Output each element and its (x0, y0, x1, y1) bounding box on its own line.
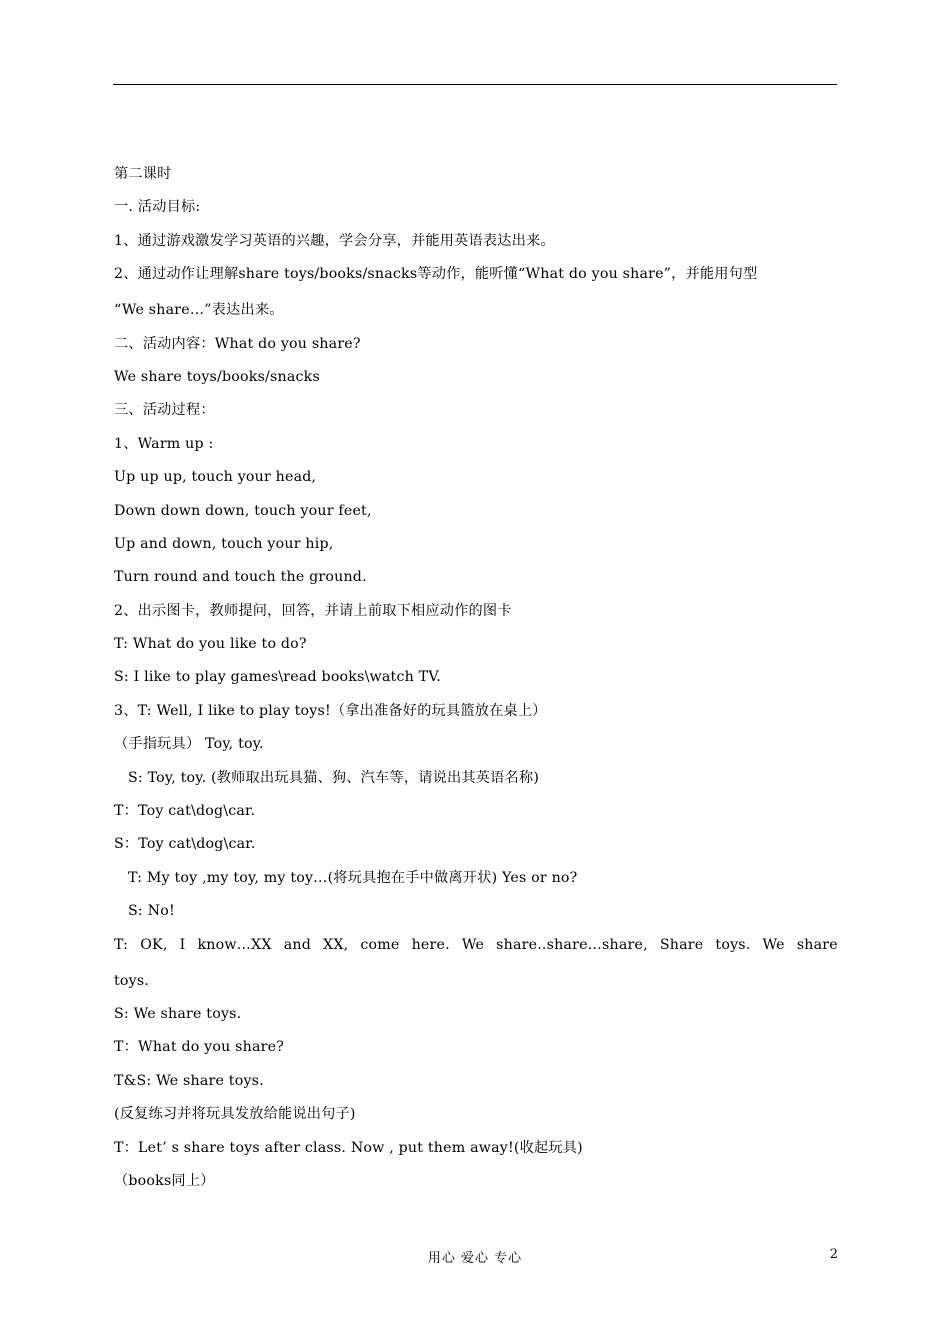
dialogue-line: S: No! (128, 903, 175, 920)
word: share..share…share, (496, 936, 648, 953)
word: XX, (323, 936, 349, 953)
lesson-title: 第二课时 (114, 166, 172, 182)
word: I (179, 936, 186, 953)
warmup-heading: 1、Warm up : (114, 435, 214, 452)
word: and (283, 936, 311, 953)
dialogue-line: (反复练习并将玩具发放给能说出句子) (114, 1106, 356, 1123)
dialogue-line: S: I like to play games\read books\watch TV. (114, 669, 441, 686)
dialogue-line: 3、T: Well, I like to play toys!（拿出准备好的玩具篮放在桌上） (114, 702, 547, 719)
step2-heading: 2、出示图卡，教师提问，回答，并请上前取下相应动作的图卡 (114, 602, 512, 619)
word: come (360, 936, 400, 953)
dialogue-line: T：Let’ s share toys after class. Now , put them away!(收起玩具) (114, 1139, 583, 1156)
dialogue-line: T：Toy cat\dog\car. (114, 803, 256, 820)
word: We (461, 936, 485, 953)
dialogue-line: T&S: We share toys. (114, 1072, 264, 1089)
goal-2-line-2: “We share…”表达出来。 (114, 302, 284, 319)
justified-dialogue-line (114, 929, 838, 965)
page-number: 2 (829, 1247, 838, 1262)
dialogue-line: T：What do you share? (114, 1039, 285, 1056)
word: toys. (715, 936, 751, 953)
page-footer: 用心 爱心 专心 (427, 1251, 523, 1266)
dialogue-line: S: We share toys. (114, 1005, 242, 1022)
chant-line: Turn round and touch the ground. (114, 569, 367, 586)
dialogue-line: T: My toy ,my toy, my toy…(将玩具抱在手中做离开状) Yes or no? (128, 869, 578, 886)
dialogue-line: T: What do you like to do? (114, 636, 307, 653)
process-heading: 三、活动过程： (114, 402, 215, 419)
word: OK, (140, 936, 168, 953)
chant-line: Up and down, touch your hip, (114, 535, 334, 552)
word: know…XX (197, 936, 272, 953)
dialogue-line: （books同上） (114, 1172, 215, 1189)
goal-2-line-1: 2、通过动作让理解share toys/books/snacks等动作，能听懂“What do you share”，并能用句型 (114, 266, 758, 283)
word: T: (114, 936, 129, 953)
content-heading: 二、活动内容：What do you share? (114, 335, 361, 352)
word: We (762, 936, 785, 953)
dialogue-line: S：Toy cat\dog\car. (114, 836, 256, 853)
word: share (796, 936, 838, 953)
dialogue-line-continuation: toys. (114, 972, 150, 989)
chant-line: Up up up, touch your head, (114, 469, 317, 486)
goals-heading: 一. 活动目标: (114, 199, 201, 216)
content-line: We share toys/books/snacks (114, 368, 320, 385)
dialogue-line: S: Toy, toy. (教师取出玩具猫、狗、汽车等，请说出其英语名称) (128, 769, 540, 786)
word: Share (659, 936, 704, 953)
document-body (114, 158, 838, 1198)
goal-1: 1、通过游戏激发学习英语的兴趣，学会分享，并能用英语表达出来。 (114, 232, 555, 249)
dialogue-line: （手指玩具） Toy, toy. (114, 736, 264, 753)
word: here. (411, 936, 450, 953)
chant-line: Down down down, touch your feet, (114, 502, 372, 519)
header-rule (113, 84, 837, 85)
